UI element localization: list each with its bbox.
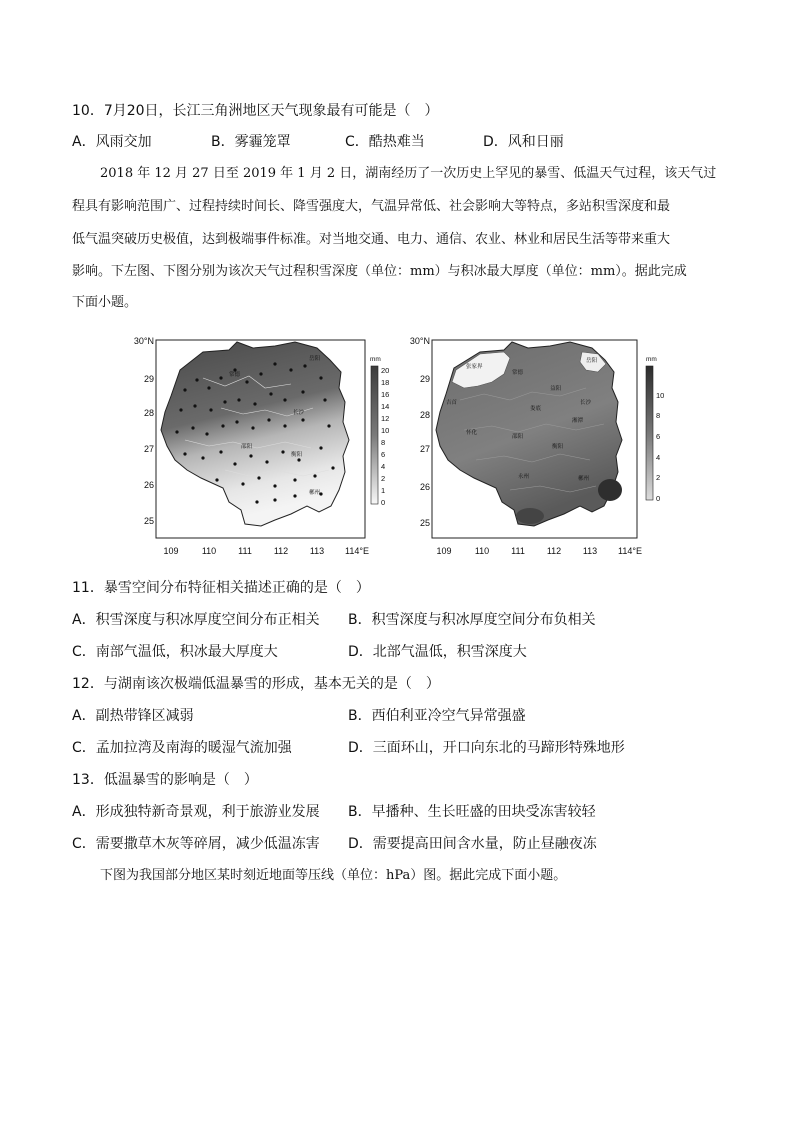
right-lat-label: 26 bbox=[419, 482, 430, 492]
snow-depth-map bbox=[125, 330, 395, 562]
snow-legend-tick: 10 bbox=[381, 426, 390, 435]
snow-legend-tick: 18 bbox=[381, 378, 390, 387]
right-lat-axis bbox=[410, 336, 430, 528]
q11-option-c: C．南部气温低，积冰最大厚度大 bbox=[72, 644, 278, 660]
right-lon-label: 114°E bbox=[618, 546, 642, 556]
q13-option-d: D．需要提高田间含水量，防止昼融夜冻 bbox=[348, 836, 597, 852]
q12-option-a: A．副热带锋区减弱 bbox=[72, 708, 194, 724]
right-lon-axis bbox=[436, 546, 641, 556]
right-lon-label: 111 bbox=[511, 546, 525, 556]
q10-option-a: A．风雨交加 bbox=[72, 134, 152, 150]
ice-thickness-map bbox=[400, 330, 670, 562]
q10-option-d: D．风和日丽 bbox=[483, 134, 564, 150]
snow-legend-tick: 12 bbox=[381, 414, 390, 423]
heavy-ice-patch bbox=[516, 508, 544, 524]
snow-legend-tick: 1 bbox=[381, 486, 386, 495]
ice-legend-tick: 10 bbox=[656, 391, 665, 400]
right-lat-label: 25 bbox=[419, 518, 430, 528]
left-place-label: 长沙 bbox=[293, 410, 305, 416]
right-lat-label: 30°N bbox=[409, 336, 430, 346]
q11-option-a: A．积雪深度与积冰厚度空间分布正相关 bbox=[72, 612, 320, 628]
passage-line-2: 程具有影响范围广、过程持续时间长、降雪强度大，气温异常低、社会影响大等特点，多站积雪深度和最 bbox=[72, 199, 671, 214]
q12-option-d: D．三面环山，开口向东北的马蹄形特殊地形 bbox=[348, 740, 625, 756]
right-lon-label: 110 bbox=[474, 546, 490, 556]
snow-legend-unit: mm bbox=[370, 356, 381, 363]
left-place-label: 常德 bbox=[229, 372, 241, 378]
right-place-label: 吉首 bbox=[446, 400, 458, 406]
passage-line-1: 2018 年 12 月 27 日至 2019 年 1 月 2 日，湖南经历了一次历史上罕见的暴雪、低温天气过程，该天气过 bbox=[100, 166, 717, 181]
right-place-label: 湘潭 bbox=[572, 418, 584, 424]
snow-legend-tick: 20 bbox=[381, 366, 390, 375]
right-place-label: 郴州 bbox=[578, 476, 590, 482]
q12-option-b: B．西伯利亚冷空气异常强盛 bbox=[348, 708, 526, 724]
right-place-label: 永州 bbox=[518, 474, 530, 480]
left-place-label: 邵阳 bbox=[241, 444, 253, 450]
right-lat-label: 27 bbox=[419, 444, 430, 454]
ice-legend-tick: 0 bbox=[656, 494, 661, 503]
right-place-label: 常德 bbox=[512, 370, 524, 376]
ice-legend-tick: 6 bbox=[656, 432, 661, 441]
q10-option-c: C．酷热难当 bbox=[345, 134, 425, 150]
ice-legend-unit: mm bbox=[646, 356, 657, 363]
passage-line-4: 影响。下左图、下图分别为该次天气过程积雪深度（单位：mm）与积冰最大厚度（单位：mm）。据此完成 bbox=[72, 264, 687, 279]
ice-legend-ticks bbox=[656, 391, 664, 503]
snow-legend-tick: 0 bbox=[381, 498, 386, 507]
left-place-label: 岳阳 bbox=[309, 356, 321, 362]
ice-legend-bar bbox=[646, 366, 653, 500]
right-place-label: 岳阳 bbox=[586, 358, 598, 364]
ice-legend-tick: 2 bbox=[656, 473, 661, 482]
right-place-label: 衡阳 bbox=[552, 444, 564, 450]
right-place-label: 益阳 bbox=[550, 386, 562, 392]
left-lon-axis bbox=[163, 546, 368, 556]
right-place-label: 娄底 bbox=[530, 406, 542, 412]
left-lat-label: 29 bbox=[143, 374, 154, 384]
q11-stem: 11．暴雪空间分布特征相关描述正确的是（ ） bbox=[72, 580, 370, 596]
snow-legend-tick: 16 bbox=[381, 390, 390, 399]
right-place-label: 长沙 bbox=[580, 400, 592, 406]
right-lat-label: 29 bbox=[419, 374, 430, 384]
passage-line-3: 低气温突破历史极值，达到极端事件标准。对当地交通、电力、通信、农业、林业和居民生活等带来重大 bbox=[72, 232, 671, 247]
left-lat-label: 27 bbox=[143, 444, 154, 454]
q10-stem: 10．7月20日，长江三角洲地区天气现象最有可能是（ ） bbox=[72, 103, 439, 119]
q11-option-d: D．北部气温低，积雪深度大 bbox=[348, 644, 527, 660]
q10-option-b: B．雾霾笼罩 bbox=[211, 134, 291, 150]
q11-option-b: B．积雪深度与积冰厚度空间分布负相关 bbox=[348, 612, 596, 628]
snow-legend-tick: 6 bbox=[381, 450, 386, 459]
right-lat-label: 28 bbox=[419, 410, 430, 420]
right-place-label: 张家界 bbox=[466, 364, 483, 370]
q13-option-a: A．形成独特新奇景观，利于旅游业发展 bbox=[72, 804, 320, 820]
ice-legend-tick: 4 bbox=[656, 453, 661, 462]
q13-option-c: C．需要撒草木灰等碎屑，减少低温冻害 bbox=[72, 836, 320, 852]
left-lat-label: 28 bbox=[143, 408, 154, 418]
right-lon-label: 112 bbox=[546, 546, 562, 556]
left-lon-label: 114°E bbox=[345, 546, 369, 556]
left-lon-label: 110 bbox=[201, 546, 217, 556]
q13-stem: 13．低温暴雪的影响是（ ） bbox=[72, 772, 258, 788]
right-place-label: 怀化 bbox=[466, 430, 478, 436]
q12-stem: 12．与湖南该次极端低温暴雪的形成，基本无关的是（ ） bbox=[72, 676, 440, 692]
left-lon-label: 109 bbox=[163, 546, 179, 556]
q12-option-c: C．孟加拉湾及南海的暖湿气流加强 bbox=[72, 740, 292, 756]
snow-legend-tick: 14 bbox=[381, 402, 390, 411]
heavy-ice-patch bbox=[598, 479, 622, 501]
left-lon-label: 113 bbox=[309, 546, 325, 556]
left-place-label: 衡阳 bbox=[291, 452, 303, 458]
left-lon-label: 111 bbox=[238, 546, 252, 556]
snow-legend-bar bbox=[371, 366, 378, 504]
snow-legend-tick: 2 bbox=[381, 474, 386, 483]
left-lat-label: 25 bbox=[143, 516, 154, 526]
left-lon-label: 112 bbox=[273, 546, 289, 556]
passage-line-5: 下面小题。 bbox=[72, 295, 138, 310]
right-lon-label: 109 bbox=[436, 546, 452, 556]
snow-legend-tick: 8 bbox=[381, 438, 386, 447]
right-place-label: 邵阳 bbox=[512, 434, 524, 440]
left-lat-axis bbox=[134, 336, 154, 526]
left-lat-label: 30°N bbox=[133, 336, 154, 346]
left-lat-label: 26 bbox=[143, 480, 154, 490]
right-lon-label: 113 bbox=[582, 546, 598, 556]
left-place-label: 郴州 bbox=[309, 490, 321, 496]
q13-option-b: B．早播种、生长旺盛的田块受冻害较轻 bbox=[348, 804, 596, 820]
snow-legend-ticks bbox=[381, 366, 389, 507]
snow-legend-tick: 4 bbox=[381, 462, 386, 471]
ice-legend-tick: 8 bbox=[656, 411, 661, 420]
closing-instruction: 下图为我国部分地区某时刻近地面等压线（单位：hPa）图。据此完成下面小题。 bbox=[100, 868, 567, 883]
